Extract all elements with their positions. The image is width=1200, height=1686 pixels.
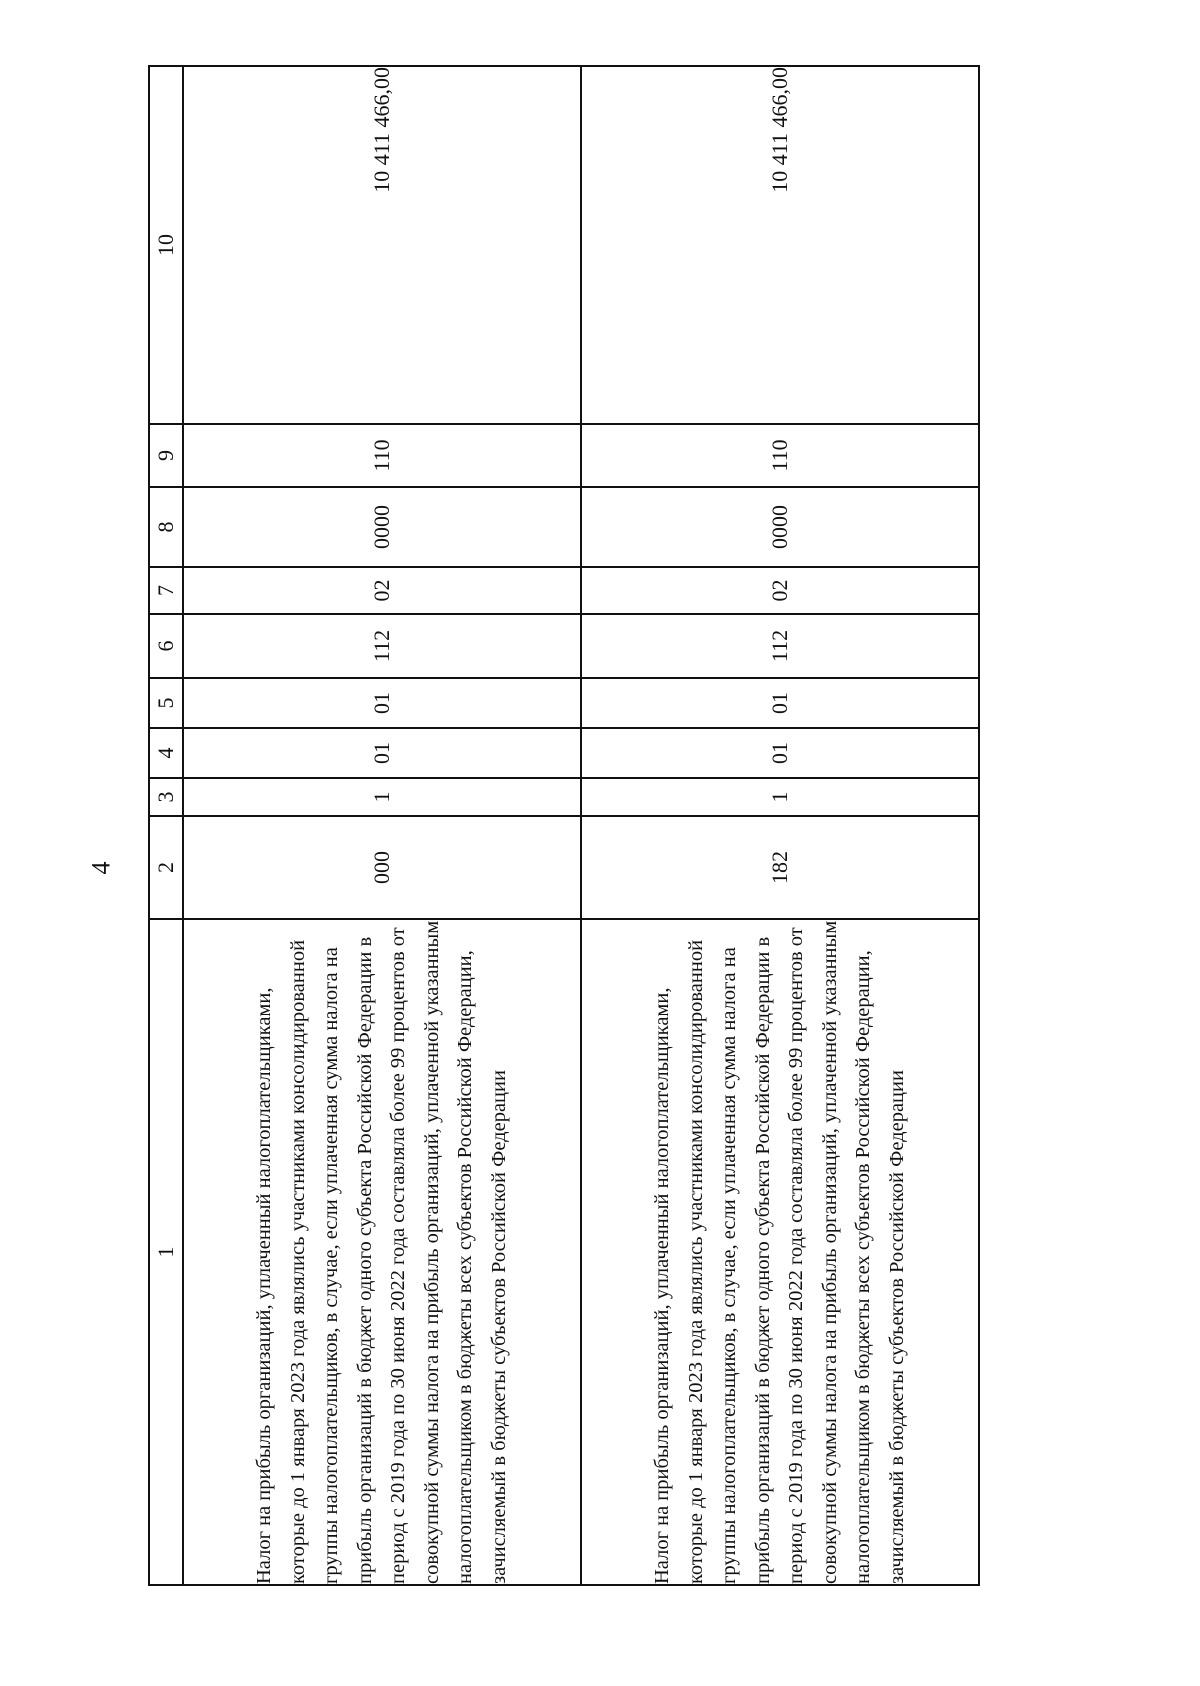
column-header-2: 2 <box>149 816 183 919</box>
amount-value: 10 411 466,00 <box>183 66 581 424</box>
column-header-9: 9 <box>149 424 183 487</box>
column-header-8: 8 <box>149 487 183 567</box>
column-header-1: 1 <box>149 919 183 1585</box>
table-row <box>581 66 979 1585</box>
column-header-6: 6 <box>149 614 183 678</box>
column-header-10: 10 <box>149 66 183 424</box>
group-code: 1 <box>183 778 581 816</box>
admin-code: 000 <box>183 816 581 919</box>
program-code: 0000 <box>581 487 979 567</box>
subgroup-code: 01 <box>183 728 581 778</box>
page-number: 4 <box>86 861 116 875</box>
amount-value: 10 411 466,00 <box>581 66 979 424</box>
classification-code: 110 <box>183 424 581 487</box>
column-header-7: 7 <box>149 567 183 614</box>
group-code: 1 <box>581 778 979 816</box>
rotated-page-content <box>148 67 1003 1586</box>
header-row <box>149 66 183 1585</box>
admin-code: 182 <box>581 816 979 919</box>
subarticle-code: 112 <box>581 614 979 678</box>
column-header-5: 5 <box>149 678 183 728</box>
element-code: 02 <box>581 567 979 614</box>
revenue-table <box>148 65 980 1586</box>
table-row <box>183 66 581 1585</box>
article-code: 01 <box>183 678 581 728</box>
element-code: 02 <box>183 567 581 614</box>
subarticle-code: 112 <box>183 614 581 678</box>
subgroup-code: 01 <box>581 728 979 778</box>
article-code: 01 <box>581 678 979 728</box>
program-code: 0000 <box>183 487 581 567</box>
classification-code: 110 <box>581 424 979 487</box>
column-header-3: 3 <box>149 778 183 816</box>
tax-description: Налог на прибыль организаций, уплаченный налогоплательщиками, которые до 1 января 2023 года являлись участниками консолидированной группы налогоплательщиков, в случае, если уплаченная сумма налога на прибыль организаций в бюджет одного субъекта Российской Федерации в период с 2019 года по 30 июня 2022 года составляла более 99 процентов от совокупной суммы налога на прибыль организаций, уплаченной указанным налогоплательщиком в бюджеты всех субъектов Российской Федерации, зачисляемый в бюджеты субъектов Российской Федерации <box>581 919 979 1585</box>
column-header-4: 4 <box>149 728 183 778</box>
tax-description: Налог на прибыль организаций, уплаченный налогоплательщиками, которые до 1 января 2023 года являлись участниками консолидированной группы налогоплательщиков, в случае, если уплаченная сумма налога на прибыль организаций в бюджет одного субъекта Российской Федерации в период с 2019 года по 30 июня 2022 года составляла более 99 процентов от совокупной суммы налога на прибыль организаций, уплаченной указанным налогоплательщиком в бюджеты всех субъектов Российской Федерации, зачисляемый в бюджеты субъектов Российской Федерации <box>183 919 581 1585</box>
